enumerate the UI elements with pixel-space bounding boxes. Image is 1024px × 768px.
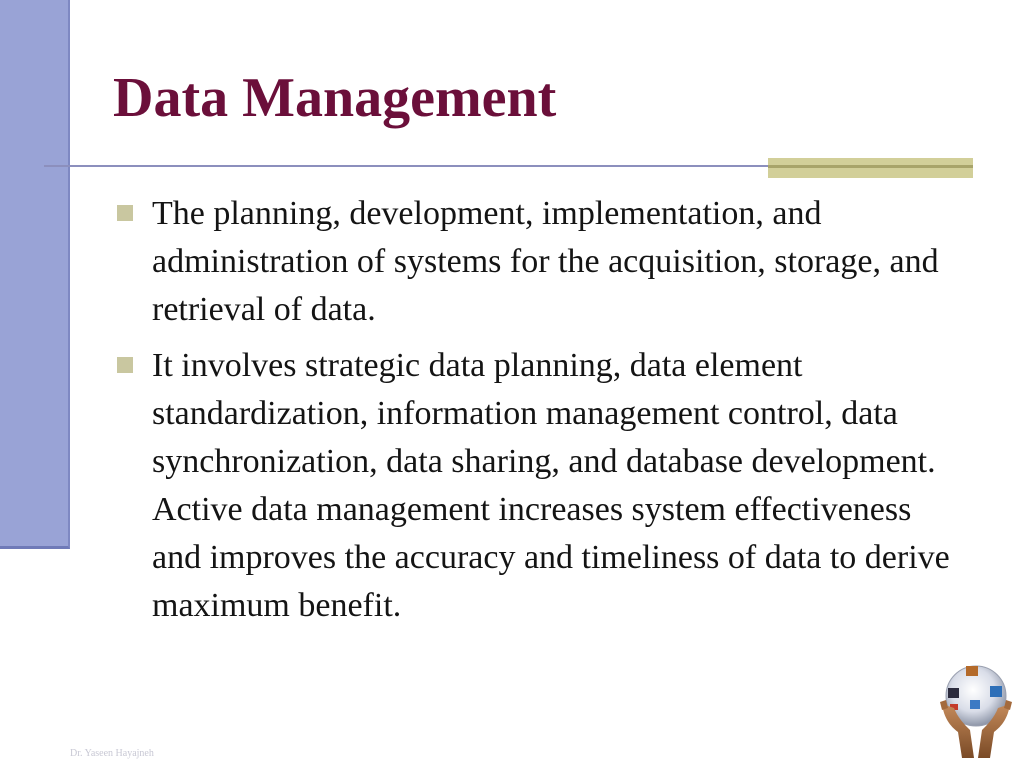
title-divider-line <box>44 165 774 167</box>
accent-line <box>768 165 973 168</box>
slide-title: Data Management <box>113 67 557 129</box>
square-bullet-icon <box>117 205 133 221</box>
globe-in-hands-icon <box>936 660 1016 764</box>
bullet-item <box>115 342 965 630</box>
bullet-text: The planning, development, implementation, and administration of systems for the acquisition, storage, and retrieval of data. <box>152 195 939 328</box>
bullet-text: It involves strategic data planning, data element standardization, information management control, data synchronization, data sharing, and database development. Active data management increases system effectiveness and improves the accuracy and timeliness of data to derive maximum benefit. <box>152 347 950 624</box>
left-decorative-bar <box>0 0 70 549</box>
bullet-item <box>115 190 965 334</box>
accent-block <box>768 158 973 178</box>
footer-author: Dr. Yaseen Hayajneh <box>70 748 154 759</box>
bullet-list <box>115 190 965 638</box>
square-bullet-icon <box>117 357 133 373</box>
